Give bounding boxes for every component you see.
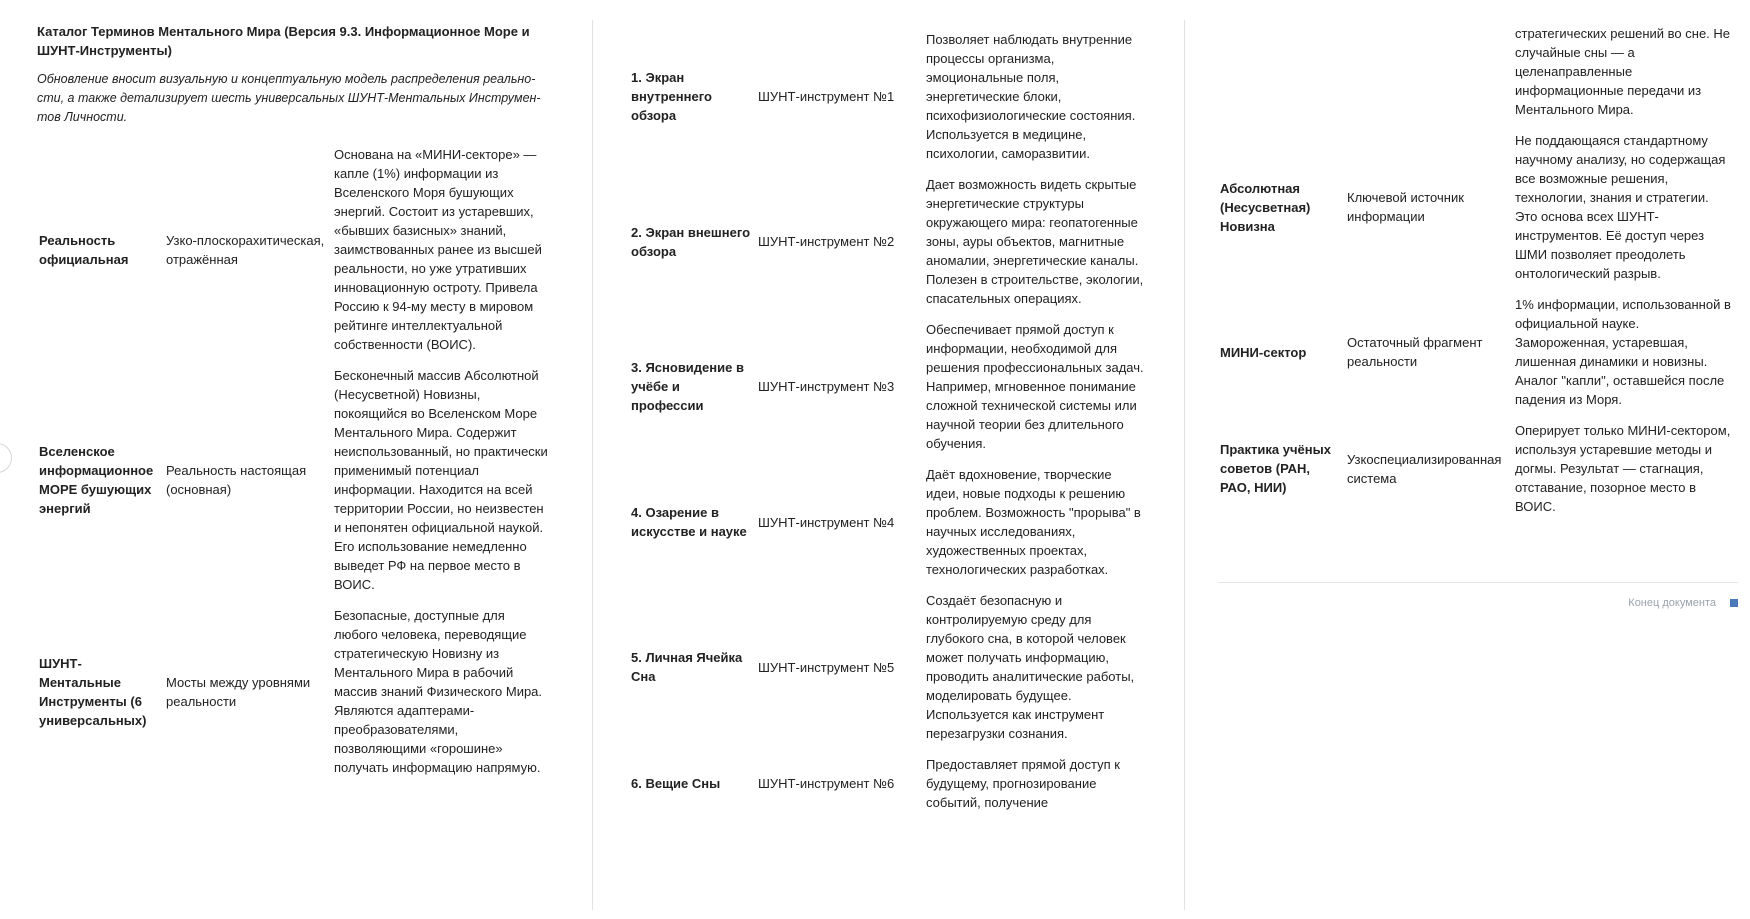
table-row (629, 459, 1148, 585)
terms-table-part1 (37, 139, 556, 783)
term-type: Реальность настоящая (основная) (166, 463, 307, 497)
instrument-type: ШУНТ-инструмент №4 (758, 514, 895, 530)
instrument-description: Обеспечивает прямой доступ к информации, необходимой для решения профессиональных задач. Например, мгновенное понимание сложной технической системы или научной теории без длительного обучения. (926, 322, 1144, 451)
end-divider (1218, 582, 1738, 583)
table-row (37, 139, 556, 360)
instrument-name: 3. Ясновидение в учёбе и профессии (631, 360, 744, 413)
table-row (629, 24, 1148, 169)
end-marker-square-icon (1730, 599, 1738, 607)
term-type: Узкоспециализированная система (1347, 451, 1502, 486)
instrument-name: 2. Экран внешнего обзора (631, 224, 751, 259)
table-row (1218, 415, 1737, 522)
instrument-name: 6. Вещие Сны (631, 776, 721, 791)
term-name: ШУНТ-Ментальные Инструменты (6 универсальных) (39, 655, 147, 728)
table-row (629, 314, 1148, 459)
instrument-description: Создаёт безопасную и контролируемую среду для глубокого сна, в которой человек может получать информацию, проводить аналитические работы, моделировать будущее. Используется как инструмент перезагрузки сознания. (926, 593, 1135, 741)
term-description: 1% информации, использованной в официальной науке. Замороженная, устаревшая, лишенная динамики и новизны. Аналог "капли", оставшейся после падения из Моря. (1515, 297, 1731, 407)
term-name: Абсолютная (Несусветная) Новизна (1220, 180, 1311, 234)
term-type: Ключевой источник информации (1347, 190, 1464, 224)
instrument-type: ШУНТ-инструмент №5 (758, 659, 895, 675)
document-title: Каталог Терминов Ментального Мира (Версия 9.3. Информационное Море и ШУНТ-Инструменты) (37, 24, 530, 58)
term-description: Оперирует только МИНИ-сектором, используя устаревшие методы и догмы. Результат — стагнация, отставание, позорное место в ВОИС. (1515, 423, 1731, 514)
empty-cell (1345, 24, 1513, 125)
instruments-table (629, 24, 1148, 818)
table-row (1218, 125, 1737, 289)
term-type: Остаточный фрагмент реальности (1347, 335, 1483, 369)
continued-description: стратегических решений во сне. Не случайные сны — а целенаправленные информационные передачи из Ментального Мира. (1515, 26, 1731, 117)
instrument-type: ШУНТ-инструмент №6 (758, 776, 895, 791)
table-row (629, 585, 1148, 749)
scroll-nav-handle[interactable] (0, 443, 12, 473)
term-type: Узко-плоскорахитическая, отражённая (166, 232, 325, 267)
end-of-document (1218, 597, 1738, 609)
term-name: Реальность официальная (39, 232, 129, 267)
term-name: Практика учёных советов (РАН, РАО, НИИ) (1220, 442, 1331, 495)
instrument-description: Позволяет наблюдать внутренние процессы организма, эмоциональные поля, энергетические блоки, психофизиологические состояния. Используется в медицине, психологии, саморазвитии. (926, 32, 1136, 161)
term-type: Мосты между уровнями реальности (166, 674, 311, 709)
page-2 (592, 0, 1184, 919)
instrument-description: Дает возможность видеть скрытые энергетические структуры окружающего мира: геопатогенные зоны, ауры объектов, магнитные аномалии, энергетические каналы. Полезен в строительстве, экологии, спасательных операциях. (926, 177, 1144, 306)
term-description: Бесконечный массив Абсолютной (Несусветной) Новизны, покоящийся во Вселенском Море Ментального Мира. Содержит неиспользованный, но практически применимый потенциал информации. Находится на всей территории России, но неизвестен и непонятен официальной наукой. Его использование немедленно выведет РФ на первое место в ВОИС. (334, 368, 548, 592)
instrument-description: Даёт вдохновение, творческие идеи, новые подходы к решению проблем. Возможность "прорыва" в научных исследованиях, художественных проектах, технологических разработках. (926, 467, 1141, 577)
instrument-description: Предоставляет прямой доступ к будущему, прогнозирование событий, получение (926, 757, 1120, 810)
term-description: Безопасные, доступные для любого человека, переводящие стратегическую Новизну из Ментального Мира в рабочий массив знаний Физического Мира. Являются адаптерами-преобразователями, позволяющими «горошине» получать информацию напрямую. (334, 608, 543, 775)
table-row (629, 169, 1148, 314)
term-description: Основана на «МИНИ-секторе» — капле (1%) информации из Вселенского Моря бушующих энергий. Состоит из устаревших, «бывших базисных» знаний, заимствованных ранее из высшей реальности, но уже утративших инновационную остроту. Привела Россию к 94-му месту в мировом рейтинге интеллектуальной собственности (ВОИС). (334, 147, 542, 352)
term-name: Вселенское информационное МОРЕ бушующих энергий (39, 444, 154, 516)
instrument-name: 1. Экран внутреннего обзора (631, 70, 712, 123)
table-row (37, 600, 556, 783)
instrument-name: 5. Личная Ячейка Сна (631, 650, 743, 684)
table-row (37, 360, 556, 600)
instrument-name: 4. Озарение в искусстве и науке (631, 505, 747, 539)
term-description: Не поддающаяся стандартному научному анализу, но содержащая все возможные решения, технологии, знания и стратегии. Это основа всех ШУНТ-инструментов. Её доступ через ШМИ позволяет преодолеть онтологический разрыв. (1515, 133, 1726, 281)
term-name: МИНИ-сектор (1220, 344, 1307, 360)
page-3 (1184, 0, 1750, 919)
table-row (1218, 289, 1737, 415)
instrument-type: ШУНТ-инструмент №1 (758, 89, 895, 104)
page-1 (0, 0, 592, 919)
table-row-continued (1218, 24, 1737, 125)
empty-cell (1218, 24, 1345, 125)
table-row (629, 749, 1148, 818)
end-note-label: Конец документа (1628, 597, 1716, 609)
instrument-type: ШУНТ-инструмент №2 (758, 234, 895, 249)
instrument-type: ШУНТ-инструмент №3 (758, 379, 895, 394)
terms-table-part2 (1218, 24, 1737, 522)
document-intro: Обновление вносит визуальную и концептуальную модель распределения реально-сти, а также детализирует шесть универсальных ШУНТ-Ментальных Инструмен-тов Личности. (37, 72, 541, 124)
